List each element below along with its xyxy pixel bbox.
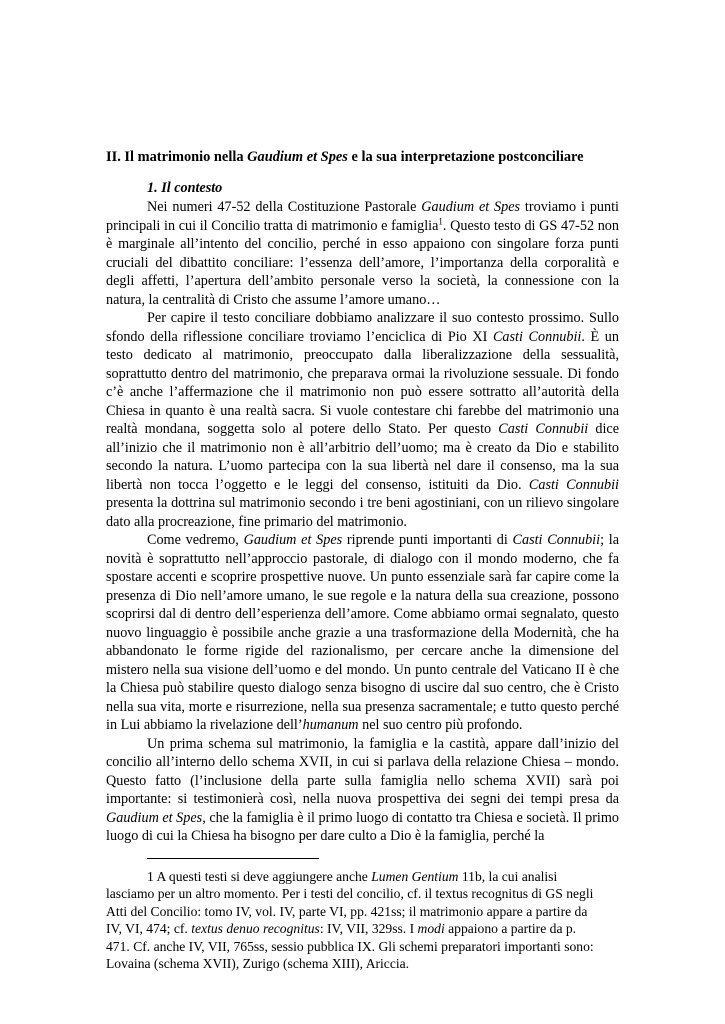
fn-l4-italic-b: textus denuo recognitus xyxy=(191,921,320,936)
document-page xyxy=(106,148,619,973)
p2-italic-d: Casti Connubii xyxy=(498,421,589,437)
p3-text-a: Come vedremo, xyxy=(147,532,244,548)
p2-text-c: . È un testo dedicato al matrimonio, preoccupato dalla liberalizzazione della sessualità, soprattutto dentro del matrimonio, che preparava ormai la rivoluzione sessuale. Di fondo c’è anche l’affermazione che il matrimonio non può essere sottratto all’autorità della Chiesa in quanto è una realtà sacra. Si vuole contestare chi farebbe del matrimonio una realtà mondana, soggetta solo al potere dello Stato. Per questo xyxy=(106,328,619,437)
fn-l4-e: appaiono a partire da p. xyxy=(444,921,577,936)
footnote xyxy=(106,868,619,973)
p2-text-a: Per capire il testo conciliare dobbiamo analizzare il suo contesto prossimo. Sullo sfondo della riflessione conciliare troviamo l’enciclica di Pio XI xyxy=(106,310,619,345)
footnote-line-4 xyxy=(106,920,619,938)
p4-italic-b: Gaudium et Spes xyxy=(106,809,203,826)
chapter-heading xyxy=(106,148,619,167)
p2-italic-f: Casti Connubii xyxy=(528,476,620,493)
footnote-line-5: 471. Cf. anche IV, VII, 765ss, sessio pubblica IX. Gli schemi preparatori importanti sono: xyxy=(106,938,594,954)
paragraph-3 xyxy=(106,531,619,735)
fn-l1-c: 11b, la cui analisi xyxy=(458,868,558,884)
heading-suffix: e la sua interpretazione postconciliare xyxy=(347,149,584,165)
fn-l1-a: 1 A questi testi si deve aggiungere anche xyxy=(147,868,372,884)
p4-text-c: , che la famiglia è il primo luogo di contatto tra Chiesa e società. Il primo luogo di cui la Chiesa ha bisogno per dare culto a Dio è la famiglia, perché la xyxy=(106,809,619,844)
p4-text-a: Un prima schema sul matrimonio, la famiglia e la castità, appare dall’inizio del concilio all’interno dello schema XVII, in cui si parlava della relazione Chiesa – mondo. Questo fatto (l’inclusione della parte sulla famiglia nello schema XVII) sarà poi importante: si testimonierà così, nella nuova prospettiva dei segni dei tempi presa da xyxy=(106,735,619,807)
p3-text-g: nel suo centro più profondo. xyxy=(358,717,523,733)
section-heading: 1. Il contesto xyxy=(147,179,223,196)
footnote-line-3: Atti del Concilio: tomo IV, vol. IV, parte VI, pp. 421ss; il matrimonio appare a partire da xyxy=(106,903,588,919)
p2-italic-b: Casti Connubii xyxy=(492,328,582,345)
footnote-ref[interactable]: 1 xyxy=(438,215,443,226)
p2-text-e: dice all’inizio che il matrimonio non è all’arbitrio dell’uomo; ma è creato da Dio e stabilito secondo la natura. L’uomo partecipa con la sua libertà nel dare il consenso, ma la sua libertà non tocca l’oggetto e le leggi del consenso, istituiti da Dio. xyxy=(106,421,619,493)
p1-text-a: Nei numeri 47-52 della Costituzione Pastorale xyxy=(147,199,422,215)
paragraph-2 xyxy=(106,309,619,531)
p3-italic-f: humanum xyxy=(302,717,359,733)
p3-italic-b: Gaudium et Spes xyxy=(243,532,343,548)
footnote-line-1 xyxy=(106,868,619,886)
fn-l1-italic: Lumen Gentium xyxy=(371,868,459,884)
p1-text-c: troviamo i punti principali in cui il Concilio tratta di matrimonio e famiglia xyxy=(106,199,619,234)
footnote-separator xyxy=(147,858,319,859)
p3-italic-d: Casti Connubii xyxy=(512,532,601,548)
p1-text-d: . Questo testo di GS 47-52 non è marginale all’intento del concilio, perché in esso appaiono con singolare forza punti cruciali del dibattito conciliare: l’essenza dell’amore, l’importanza della corporalità e degli affetti, l’apertura dell’ambito personale verso la società, la connessione con la natura, la centralità di Cristo che assume l’amore umano… xyxy=(106,217,619,308)
fn-l4-italic-d: modi xyxy=(417,921,445,936)
heading-italic: Gaudium et Spes xyxy=(247,149,348,165)
paragraph-4 xyxy=(106,735,619,846)
p3-text-e: ; la novità è soprattutto nell’approccio pastorale, di dialogo con il mondo moderno, che fa spostare accenti e scoprire prospettive nuove. Un punto essenziale sarà far capire come la presenza di Dio nell’amore umano, le sue regole e la natura della sua creazione, possono scoprirsi dal di dentro dell’esperienza dell’amore. Come abbiamo ormai segnalato, questo nuovo linguaggio è possibile anche grazie a una trasformazione della Modernità, che ha abbandonato le forme rigide del razionalismo, per cercare anche la dimensione del mistero nella sua visione dell’uomo e del mondo. Un punto centrale del Vaticano II è che la Chiesa può stabilire questo dialogo senza bisogno di uscire dal suo centro, che è Cristo nella sua vita, morte e risurrezione, nella sua presenza sacramentale; e tutto questo perché in Lui abbiamo la rivelazione dell’ xyxy=(106,532,620,733)
heading-prefix: II. Il matrimonio nella xyxy=(106,149,248,165)
p2-text-g: presenta la dottrina sul matrimonio secondo i tre beni agostiniani, con un rilievo singolare dato alla procreazione, fine primario del matrimonio. xyxy=(106,495,619,530)
fn-l4-c: : IV, VII, 329ss. I xyxy=(319,921,418,936)
p1-italic-b: Gaudium et Spes xyxy=(421,199,521,215)
p3-text-c: riprende punti importanti di xyxy=(342,532,513,548)
paragraph-1 xyxy=(106,198,619,309)
fn-l4-a: IV, VI, 474; cf. xyxy=(106,921,192,936)
footnote-line-2: lasciamo per un altro momento. Per i testi del concilio, cf. il textus recognitus di GS negli xyxy=(106,886,594,901)
footnote-line-6: Lovaina (schema XVII), Zurigo (schema XIII), Ariccia. xyxy=(106,956,410,971)
